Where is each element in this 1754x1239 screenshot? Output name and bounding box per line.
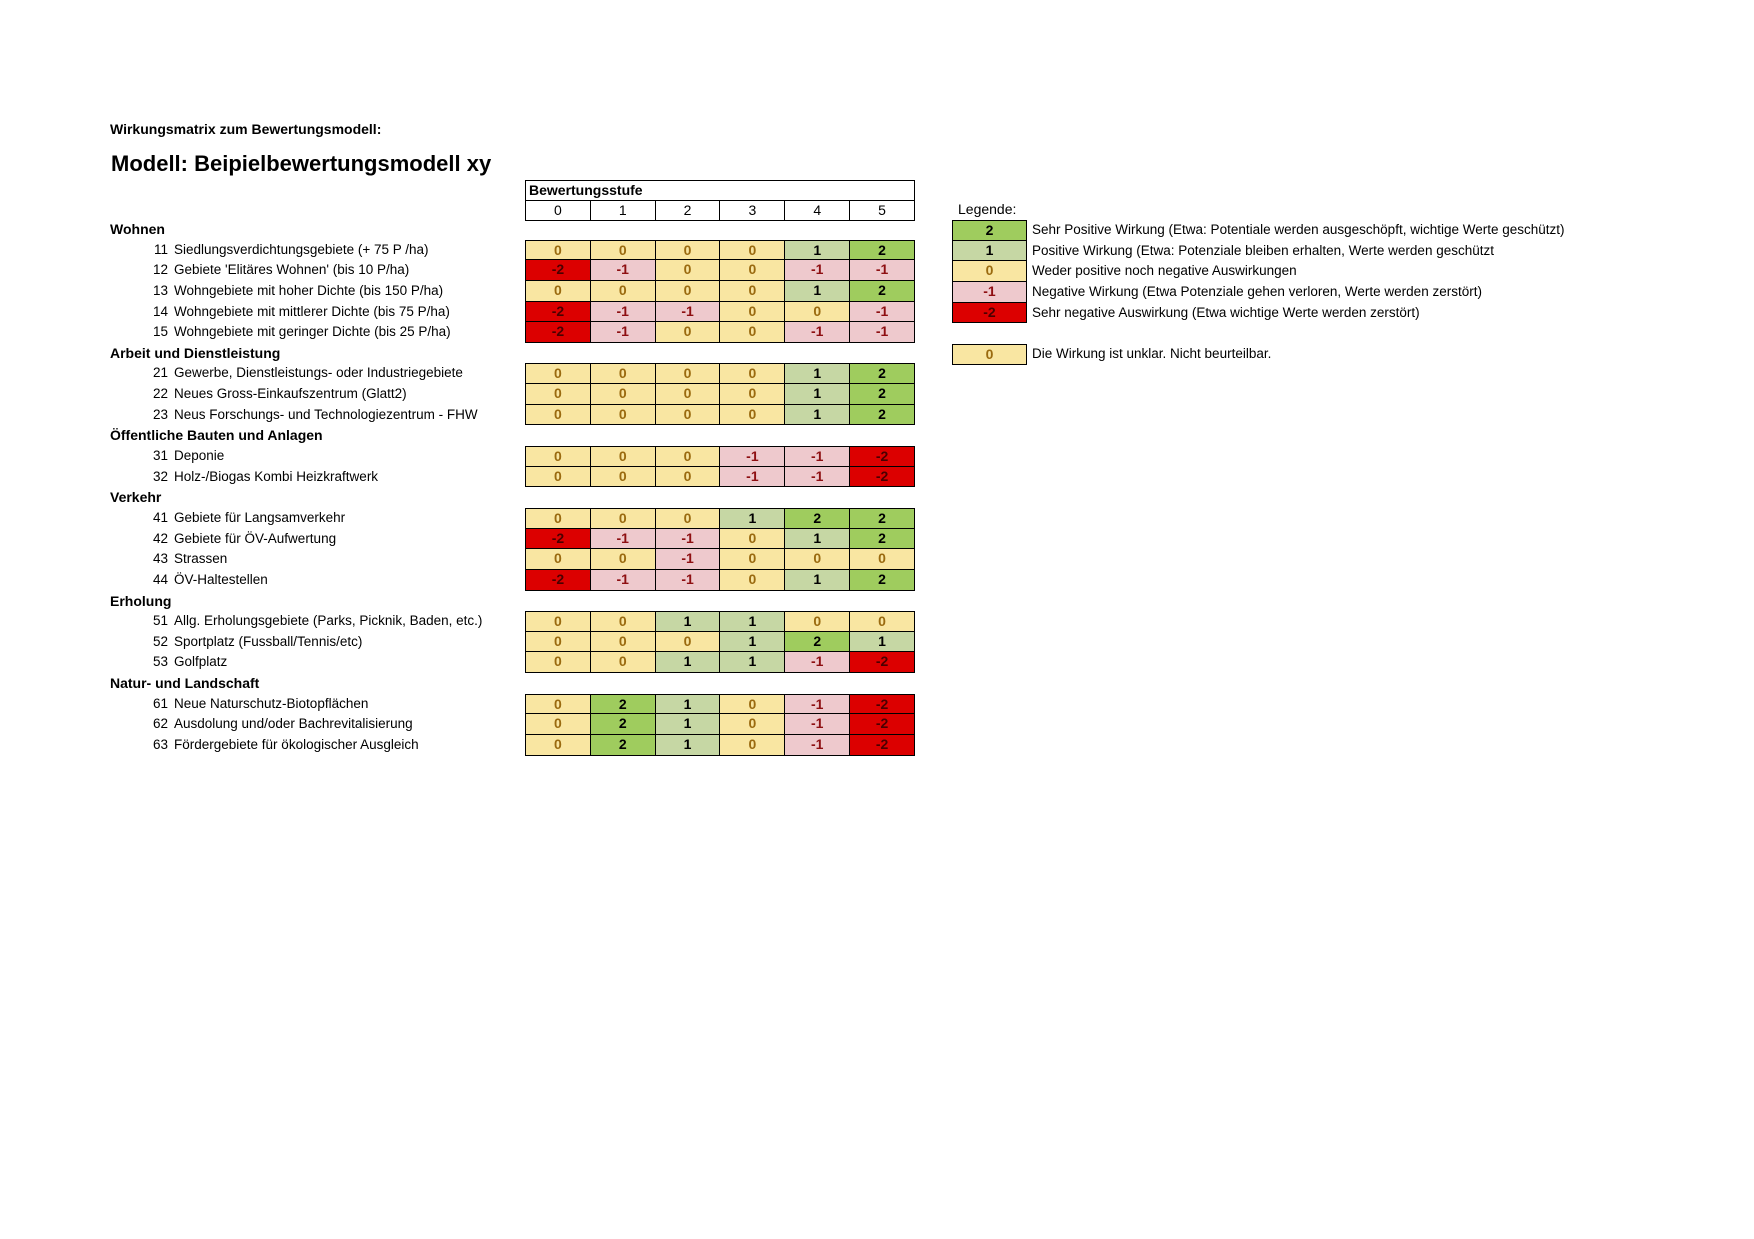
legend-unclear-swatch: 0 — [952, 344, 1027, 365]
matrix-cell[interactable]: -1 — [720, 446, 785, 467]
matrix-row — [0, 529, 1754, 550]
matrix-header-label: Bewertungsstufe — [526, 181, 914, 201]
matrix-row — [0, 281, 1754, 302]
matrix-cells — [525, 302, 915, 323]
matrix-cell[interactable]: 1 — [785, 570, 850, 591]
matrix-cell[interactable]: 0 — [525, 405, 591, 426]
item-label: Neue Naturschutz-Biotopflächen — [174, 695, 369, 711]
matrix-cell[interactable]: 0 — [591, 652, 656, 673]
matrix-cell[interactable]: 0 — [656, 322, 721, 343]
matrix-cells — [525, 735, 915, 756]
matrix-cell[interactable]: -2 — [525, 570, 591, 591]
matrix-cell[interactable]: 2 — [591, 694, 656, 715]
matrix-cell[interactable]: 0 — [785, 611, 850, 632]
item-number: 31 — [152, 448, 168, 464]
matrix-cell[interactable]: 0 — [720, 240, 785, 261]
matrix-cell[interactable]: 2 — [850, 570, 915, 591]
category-row — [0, 487, 1754, 508]
matrix-cell[interactable]: 0 — [525, 549, 591, 570]
matrix-cell[interactable]: 0 — [720, 363, 785, 384]
document-title: Modell: Beipielbewertungsmodell xy — [111, 151, 492, 176]
item-number: 63 — [152, 737, 168, 753]
matrix-cell[interactable]: 0 — [720, 260, 785, 281]
matrix-cell[interactable]: 1 — [720, 611, 785, 632]
level-0: 0 — [526, 201, 591, 220]
matrix-cell[interactable]: 1 — [656, 714, 721, 735]
item-label: Gewerbe, Dienstleistungs- oder Industriegebiete — [174, 365, 463, 381]
matrix-cell[interactable]: 1 — [720, 632, 785, 653]
category-heading: Arbeit und Dienstleistung — [110, 344, 281, 361]
matrix-cell[interactable]: 0 — [591, 467, 656, 488]
matrix-cell[interactable]: -1 — [591, 570, 656, 591]
level-4: 4 — [785, 201, 850, 220]
matrix-cell[interactable]: 0 — [591, 281, 656, 302]
matrix-cell[interactable]: 1 — [785, 405, 850, 426]
matrix-cell[interactable]: -2 — [850, 714, 915, 735]
matrix-row — [0, 735, 1754, 756]
matrix-cell[interactable]: -1 — [591, 322, 656, 343]
item-label: Gebiete 'Elitäres Wohnen' (bis 10 P/ha) — [174, 262, 410, 278]
matrix-cell[interactable]: 0 — [525, 632, 591, 653]
matrix-cell[interactable]: 0 — [656, 240, 721, 261]
matrix-cell[interactable]: 1 — [656, 694, 721, 715]
matrix-cell[interactable]: 0 — [656, 446, 721, 467]
matrix-cells — [525, 508, 915, 529]
category-row — [0, 673, 1754, 694]
matrix-cell[interactable]: -2 — [850, 446, 915, 467]
category-heading: Verkehr — [110, 489, 162, 506]
category-heading: Wohnen — [110, 221, 165, 237]
matrix-row — [0, 714, 1754, 735]
item-label: ÖV-Haltestellen — [174, 571, 268, 587]
matrix-cells — [525, 632, 915, 653]
matrix-cell[interactable]: 0 — [591, 611, 656, 632]
matrix-cell[interactable]: 0 — [785, 302, 850, 323]
matrix-cell[interactable]: -2 — [525, 529, 591, 550]
matrix-cell[interactable]: 0 — [525, 611, 591, 632]
item-label: Sportplatz (Fussball/Tennis/etc) — [174, 633, 363, 649]
matrix-cell[interactable]: 0 — [720, 570, 785, 591]
matrix-cell[interactable]: 0 — [525, 240, 591, 261]
matrix-cell[interactable]: 0 — [720, 322, 785, 343]
matrix-header — [525, 180, 915, 221]
matrix-cell[interactable]: 0 — [720, 694, 785, 715]
matrix-cell[interactable]: -1 — [850, 260, 915, 281]
matrix-cell[interactable]: -1 — [656, 549, 721, 570]
matrix-cell[interactable]: -2 — [525, 302, 591, 323]
item-number: 42 — [152, 530, 168, 546]
level-3: 3 — [720, 201, 785, 220]
item-label: Neues Gross-Einkaufszentrum (Glatt2) — [174, 386, 407, 402]
item-number: 15 — [152, 324, 168, 340]
item-label: Deponie — [174, 448, 225, 464]
legend-description: Negative Wirkung (Etwa Potenziale gehen verloren, Werte werden zerstört) — [1032, 283, 1482, 299]
matrix-cell[interactable]: -1 — [591, 302, 656, 323]
matrix-cell[interactable]: 0 — [850, 549, 915, 570]
matrix-cell[interactable]: 1 — [656, 611, 721, 632]
level-5: 5 — [878, 202, 886, 218]
matrix-cell[interactable]: -1 — [785, 735, 850, 756]
item-number: 32 — [152, 468, 168, 484]
matrix-cells — [525, 652, 915, 673]
matrix-cells — [525, 363, 915, 384]
matrix-cell[interactable]: -1 — [656, 529, 721, 550]
matrix-row — [0, 446, 1754, 467]
item-number: 11 — [153, 241, 168, 257]
matrix-cells — [525, 467, 915, 488]
matrix-cell[interactable]: -1 — [785, 446, 850, 467]
matrix-cells — [525, 405, 915, 426]
matrix-cell[interactable]: 2 — [850, 240, 915, 261]
matrix-cell[interactable]: 0 — [785, 549, 850, 570]
matrix-cells — [525, 322, 915, 343]
matrix-cells — [525, 611, 915, 632]
item-number: 44 — [152, 571, 168, 587]
matrix-rows — [0, 219, 1754, 756]
item-label: Strassen — [174, 551, 228, 567]
matrix-cells — [525, 240, 915, 261]
matrix-cells — [525, 384, 915, 405]
matrix-cell[interactable]: 0 — [591, 549, 656, 570]
matrix-cell[interactable]: -2 — [850, 694, 915, 715]
matrix-cell[interactable]: 0 — [525, 735, 591, 756]
matrix-cell[interactable]: 1 — [656, 652, 721, 673]
matrix-cell[interactable]: 0 — [720, 281, 785, 302]
matrix-cell[interactable]: -1 — [720, 467, 785, 488]
matrix-cell[interactable]: 0 — [591, 632, 656, 653]
matrix-cell[interactable]: 0 — [656, 384, 721, 405]
matrix-cell[interactable]: 2 — [591, 735, 656, 756]
matrix-cell[interactable]: -1 — [785, 694, 850, 715]
matrix-row — [0, 405, 1754, 426]
matrix-cells — [525, 281, 915, 302]
category-row — [0, 425, 1754, 446]
matrix-row — [0, 632, 1754, 653]
matrix-cell[interactable]: 0 — [656, 281, 721, 302]
matrix-cell[interactable]: 0 — [720, 735, 785, 756]
matrix-cell[interactable]: 0 — [720, 529, 785, 550]
matrix-cell[interactable]: -1 — [850, 302, 915, 323]
legend-swatch: 1 — [952, 241, 1027, 262]
matrix-cell[interactable]: 0 — [525, 363, 591, 384]
category-heading: Öffentliche Bauten und Anlagen — [110, 427, 323, 444]
item-number: 12 — [152, 262, 168, 278]
matrix-cell[interactable]: -2 — [525, 322, 591, 343]
matrix-cell[interactable]: -2 — [850, 652, 915, 673]
matrix-cell[interactable]: 1 — [720, 508, 785, 529]
matrix-cell[interactable]: 0 — [656, 467, 721, 488]
legend-description: Positive Wirkung (Etwa: Potenziale bleiben erhalten, Werte werden geschützt — [1032, 242, 1494, 258]
legend-title: Legende: — [958, 201, 1017, 217]
matrix-row — [0, 549, 1754, 570]
category-heading: Erholung — [110, 592, 172, 609]
matrix-row — [0, 694, 1754, 715]
item-label: Wohngebiete mit mittlerer Dichte (bis 75 P/ha) — [174, 303, 450, 319]
matrix-cell[interactable]: -2 — [850, 467, 915, 488]
item-label: Gebiete für Langsamverkehr — [174, 509, 346, 525]
legend-description: Sehr Positive Wirkung (Etwa: Potentiale werden ausgeschöpft, wichtige Werte geschützt) — [1032, 222, 1565, 237]
matrix-header-levels — [526, 201, 914, 220]
matrix-cell[interactable]: 0 — [656, 405, 721, 426]
matrix-cell[interactable]: -2 — [525, 260, 591, 281]
matrix-cell[interactable]: 0 — [525, 446, 591, 467]
item-label: Neus Forschungs- und Technologiezentrum - FHW — [174, 406, 478, 422]
matrix-cell[interactable]: 0 — [525, 467, 591, 488]
matrix-cell[interactable]: 2 — [850, 384, 915, 405]
matrix-cell[interactable]: -1 — [785, 322, 850, 343]
matrix-row — [0, 384, 1754, 405]
category-heading: Natur- und Landschaft — [110, 675, 260, 692]
matrix-cells — [525, 549, 915, 570]
item-number: 13 — [152, 282, 168, 298]
matrix-cell[interactable]: 0 — [525, 508, 591, 529]
item-number: 23 — [152, 406, 168, 422]
matrix-cell[interactable]: 0 — [525, 652, 591, 673]
matrix-cells — [525, 529, 915, 550]
item-label: Allg. Erholungsgebiete (Parks, Picknik, Baden, etc.) — [174, 613, 483, 629]
matrix-cell[interactable]: 2 — [591, 714, 656, 735]
item-number: 62 — [152, 716, 168, 732]
item-number: 61 — [152, 695, 168, 711]
matrix-cell[interactable]: 1 — [785, 281, 850, 302]
matrix-cell[interactable]: 2 — [785, 632, 850, 653]
legend-description: Sehr negative Auswirkung (Etwa wichtige Werte werden zerstört) — [1032, 304, 1420, 320]
item-label: Wohngebiete mit hoher Dichte (bis 150 P/ha) — [174, 282, 444, 298]
matrix-cell[interactable]: -2 — [850, 735, 915, 756]
matrix-cell[interactable]: -1 — [785, 652, 850, 673]
matrix-cell[interactable]: 2 — [850, 508, 915, 529]
matrix-cell[interactable]: -1 — [785, 260, 850, 281]
category-row — [0, 591, 1754, 612]
matrix-cell[interactable]: 2 — [850, 405, 915, 426]
matrix-row — [0, 508, 1754, 529]
matrix-cell[interactable]: 0 — [656, 363, 721, 384]
matrix-cell[interactable]: 2 — [850, 363, 915, 384]
level-2: 2 — [656, 201, 721, 220]
matrix-cell[interactable]: 0 — [720, 714, 785, 735]
matrix-row — [0, 322, 1754, 343]
matrix-cell[interactable]: 2 — [850, 529, 915, 550]
item-number: 22 — [152, 386, 168, 402]
matrix-cell[interactable]: -1 — [785, 467, 850, 488]
matrix-row — [0, 467, 1754, 488]
matrix-cell[interactable]: -1 — [785, 714, 850, 735]
legend-description: Weder positive noch negative Auswirkungen — [1032, 263, 1297, 279]
matrix-cells — [525, 694, 915, 715]
matrix-row — [0, 260, 1754, 281]
item-label: Golfplatz — [174, 654, 228, 670]
matrix-cell[interactable]: 1 — [656, 735, 721, 756]
matrix-cell[interactable]: 0 — [850, 611, 915, 632]
matrix-cell[interactable]: -1 — [850, 322, 915, 343]
legend-swatch: 2 — [952, 220, 1027, 241]
matrix-cell[interactable]: 0 — [525, 714, 591, 735]
matrix-cell[interactable]: 0 — [720, 549, 785, 570]
matrix-cell[interactable]: 0 — [656, 260, 721, 281]
matrix-cell[interactable]: 0 — [525, 281, 591, 302]
matrix-cell[interactable]: 0 — [591, 405, 656, 426]
matrix-cell[interactable]: 1 — [785, 240, 850, 261]
matrix-cell[interactable]: 2 — [785, 508, 850, 529]
matrix-row — [0, 302, 1754, 323]
item-number: 41 — [152, 509, 168, 525]
item-number: 43 — [152, 551, 168, 567]
level-1: 1 — [591, 201, 656, 220]
matrix-cell[interactable]: 0 — [720, 405, 785, 426]
matrix-cell[interactable]: 1 — [720, 652, 785, 673]
matrix-cell[interactable]: 2 — [850, 281, 915, 302]
matrix-cell[interactable]: 0 — [525, 384, 591, 405]
item-label: Gebiete für ÖV-Aufwertung — [174, 530, 337, 546]
item-number: 14 — [152, 303, 168, 319]
matrix-row — [0, 611, 1754, 632]
matrix-cell[interactable]: 0 — [525, 694, 591, 715]
matrix-cell[interactable]: 0 — [591, 240, 656, 261]
item-label: Holz-/Biogas Kombi Heizkraftwerk — [174, 468, 379, 484]
matrix-cell[interactable]: 0 — [720, 302, 785, 323]
item-number: 21 — [152, 365, 168, 381]
legend-unclear-description: Die Wirkung ist unklar. Nicht beurteilbar. — [1032, 346, 1272, 361]
matrix-cells — [525, 260, 915, 281]
category-row — [0, 343, 1754, 364]
item-label: Fördergebiete für ökologischer Ausgleich — [174, 737, 419, 753]
matrix-cell[interactable]: 1 — [785, 384, 850, 405]
matrix-cell[interactable]: -1 — [656, 302, 721, 323]
legend-swatch: -1 — [952, 282, 1027, 303]
matrix-cell[interactable]: 0 — [591, 508, 656, 529]
matrix-cell[interactable]: -1 — [591, 529, 656, 550]
item-number: 52 — [152, 633, 168, 649]
matrix-row — [0, 363, 1754, 384]
item-number: 53 — [152, 654, 168, 670]
item-label: Siedlungsverdichtungsgebiete (+ 75 P /ha) — [174, 241, 429, 257]
matrix-cell[interactable]: 0 — [656, 508, 721, 529]
matrix-row — [0, 570, 1754, 591]
matrix-cell[interactable]: 1 — [785, 529, 850, 550]
matrix-cell[interactable]: 0 — [720, 384, 785, 405]
document-subtitle: Wirkungsmatrix zum Bewertungsmodell: — [110, 121, 382, 137]
matrix-cell[interactable]: -1 — [656, 570, 721, 591]
matrix-cell[interactable]: 0 — [656, 632, 721, 653]
matrix-row — [0, 652, 1754, 673]
item-label: Ausdolung und/oder Bachrevitalisierung — [174, 716, 413, 732]
matrix-cell[interactable]: 0 — [591, 446, 656, 467]
matrix-cell[interactable]: 0 — [591, 384, 656, 405]
legend-swatch: -2 — [952, 303, 1027, 324]
matrix-cells — [525, 714, 915, 735]
item-label: Wohngebiete mit geringer Dichte (bis 25 P/ha) — [174, 324, 451, 340]
matrix-cell[interactable]: 1 — [850, 632, 915, 653]
matrix-cell[interactable]: 1 — [785, 363, 850, 384]
matrix-cell[interactable]: 0 — [591, 363, 656, 384]
matrix-cell[interactable]: -1 — [591, 260, 656, 281]
legend-swatch: 0 — [952, 261, 1027, 282]
matrix-cells — [525, 446, 915, 467]
item-number: 51 — [152, 613, 168, 629]
matrix-cells — [525, 570, 915, 591]
